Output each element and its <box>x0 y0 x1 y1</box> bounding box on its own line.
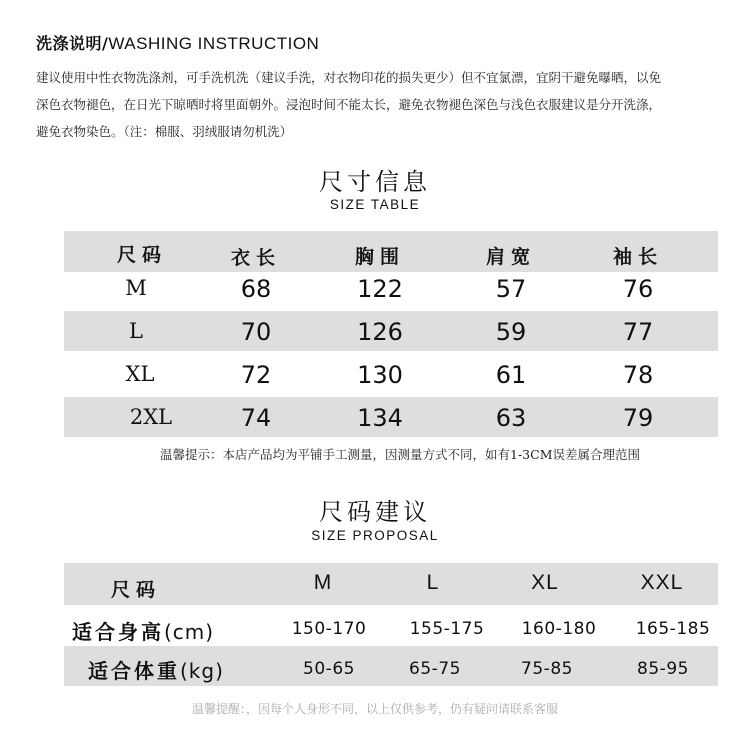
table-cell: 61 <box>495 361 527 389</box>
table-cell: 126 <box>357 318 403 346</box>
weight-value: 50-65 <box>303 659 355 679</box>
table-cell: 70 <box>240 318 272 346</box>
table-cell: 122 <box>357 275 403 303</box>
height-value: 155-175 <box>409 619 485 639</box>
washing-line: 建议使用中性衣物洗涤剂，可手洗机洗（建议手洗，对衣物印花的损失更少）但不宜氯漂，宜阴干避免曝晒，以免 <box>36 70 662 85</box>
table-cell: 72 <box>240 361 272 389</box>
height-unit: (cm) <box>164 620 215 644</box>
washing-line: 深色衣物褪色，在日光下晾晒时将里面朝外。浸泡时间不能太长，避免衣物褪色深色与浅色衣服建议是分开洗涤， <box>36 97 662 112</box>
weight-label-text: 适合体重 <box>88 659 180 683</box>
proposal-size: M <box>313 571 333 594</box>
table-cell: 134 <box>357 404 403 432</box>
table-cell: 59 <box>495 318 527 346</box>
height-value: 160-180 <box>521 619 597 639</box>
washing-title-zh: 洗涤说明/ <box>36 34 109 53</box>
size-label: 2XL <box>129 405 173 429</box>
size-label: XL <box>125 362 155 386</box>
table-cell: 79 <box>622 404 654 432</box>
washing-line: 避免衣物染色。（注：棉服、羽绒服请勿机洗） <box>36 124 293 139</box>
size-table-header: 袖长 <box>612 246 663 268</box>
proposal-header-label: 尺码 <box>110 579 161 601</box>
measurement-note: 温馨提示：本店产品均为平铺手工测量，因测量方式不同，如有1-3CM误差属合理范围 <box>160 447 640 462</box>
table-cell: 63 <box>495 404 527 432</box>
table-cell: 77 <box>622 318 654 346</box>
table-cell: 68 <box>240 275 272 303</box>
proposal-size: XXL <box>640 571 684 594</box>
weight-value: 65-75 <box>409 659 461 679</box>
size-proposal-title: 尺码建议 <box>319 498 431 526</box>
weight-label <box>88 655 278 684</box>
size-label: L <box>129 319 143 343</box>
proposal-size: L <box>426 571 440 594</box>
size-proposal-subtitle: SIZE PROPOSAL <box>311 528 439 543</box>
table-cell: 130 <box>357 361 403 389</box>
weight-value: 85-95 <box>637 659 689 679</box>
height-value: 165-185 <box>635 619 711 639</box>
size-table-header: 胸围 <box>354 246 405 268</box>
table-cell: 57 <box>495 275 527 303</box>
weight-value: 75-85 <box>521 659 573 679</box>
size-label: M <box>125 276 147 300</box>
height-label-text: 适合身高 <box>72 620 164 644</box>
height-value: 150-170 <box>291 619 367 639</box>
size-table-subtitle: SIZE TABLE <box>329 197 421 212</box>
table-cell: 74 <box>240 404 272 432</box>
size-table-header: 肩宽 <box>485 246 536 268</box>
size-table-header: 尺码 <box>116 244 167 266</box>
washing-title-en: WASHING INSTRUCTION <box>108 34 320 53</box>
size-table-header: 衣长 <box>230 247 281 269</box>
reference-footer: 温馨提醒：，因每个人身形不同，以上仅供参考，仍有疑问请联系客服 <box>191 702 558 716</box>
height-label <box>72 616 268 645</box>
weight-unit: (kg) <box>180 659 224 683</box>
size-table-title: 尺寸信息 <box>319 168 431 196</box>
table-cell: 76 <box>622 275 654 303</box>
table-cell: 78 <box>622 361 654 389</box>
proposal-size: XL <box>531 571 559 594</box>
